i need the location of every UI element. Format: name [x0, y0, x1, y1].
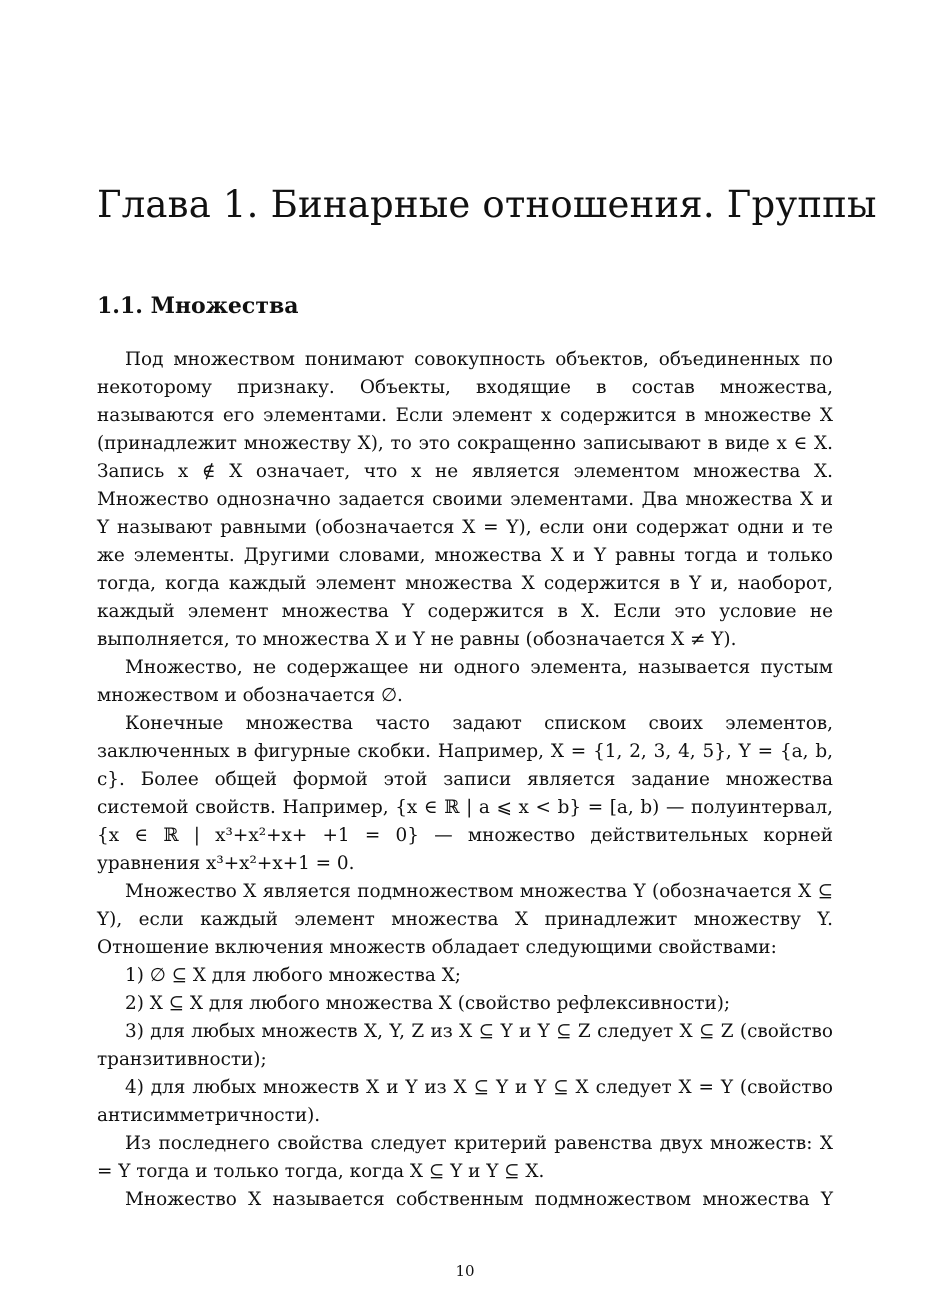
- property-3: 3) для любых множеств X, Y, Z из X ⊆ Y и Y ⊆ Z следует X ⊆ Z (свойство транзитивности);: [97, 1021, 833, 1070]
- body-text: [97, 346, 833, 1214]
- property-1: 1) ∅ ⊆ X для любого множества X;: [125, 965, 461, 986]
- paragraph-finite-sets: Конечные множества часто задают списком своих элементов, заключенных в фигурные скобки. Например, X = {1, 2, 3, 4, 5}, Y = {a, b, c}. Более общей формой этой записи является задание множества системой свойств. Например, {x ∈ ℝ | a ⩽ x < b} = [a, b) — полуинтервал, {x ∈ ℝ | x³+x²+x+ +1 = 0} — множество действительных корней уравнения x³+x²+x+1 = 0.: [97, 713, 833, 874]
- paragraph-proper-subset: Множество X называется собственным подмножеством множества Y: [125, 1189, 833, 1210]
- chapter-title: Глава 1. Бинарные отношения. Группы: [97, 183, 877, 226]
- page-number: 10: [455, 1262, 475, 1280]
- paragraph-sets-definition: Под множеством понимают совокупность объектов, объединенных по некоторому признаку. Объекты, входящие в состав множества, называются его элементами. Если элемент x содержится в множестве X (принадлежит множеству X), то это сокращенно записывают в виде x ∈ X. Запись x ∉ X означает, что x не является элементом множества X. Множество однозначно задается своими элементами. Два множества X и Y называют равными (обозначается X = Y), если они содержат одни и те же элементы. Другими словами, множества X и Y равны тогда и только тогда, когда каждый элемент множества X содержится в Y и, наоборот, каждый элемент множества Y содержится в X. Если это условие не выполняется, то множества X и Y не равны (обозначается X ≠ Y).: [97, 349, 833, 650]
- document-page: [97, 0, 877, 1316]
- paragraph-subset: Множество X является подмножеством множества Y (обозначается X ⊆ Y), если каждый элемент множества X принадлежит множеству Y. Отношение включения множеств обладает следующими свойствами:: [97, 881, 833, 958]
- property-4: 4) для любых множеств X и Y из X ⊆ Y и Y ⊆ X следует X = Y (свойство антисимметричности).: [97, 1077, 833, 1126]
- section-title: 1.1. Множества: [97, 293, 299, 319]
- property-2: 2) X ⊆ X для любого множества X (свойство рефлексивности);: [125, 993, 731, 1014]
- paragraph-equality-criterion: Из последнего свойства следует критерий равенства двух множеств: X = Y тогда и только тогда, когда X ⊆ Y и Y ⊆ X.: [97, 1133, 833, 1182]
- paragraph-empty-set: Множество, не содержащее ни одного элемента, называется пустым множеством и обозначается ∅.: [97, 657, 833, 706]
